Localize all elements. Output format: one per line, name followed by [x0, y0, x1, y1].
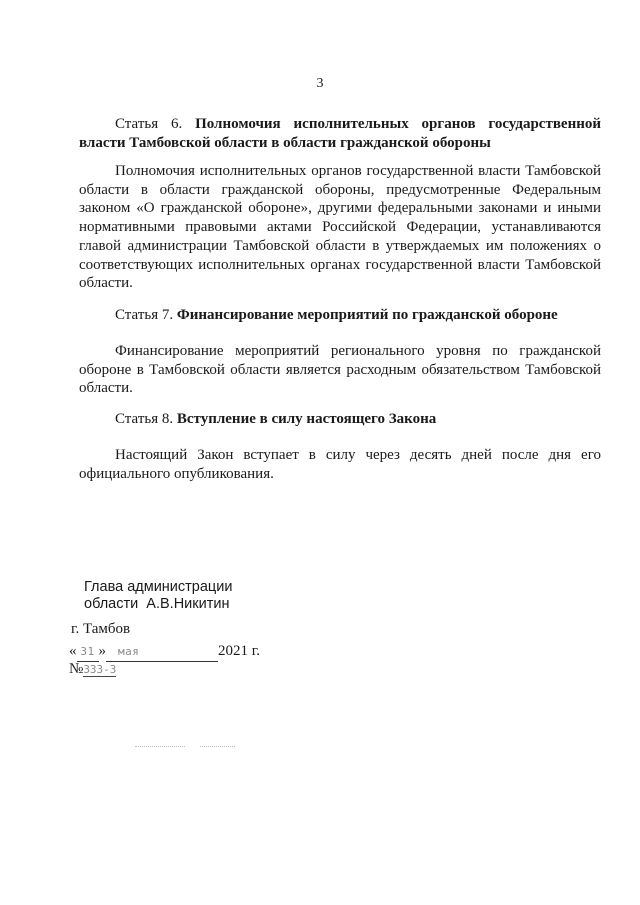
- article-7-number: Статья 7.: [115, 307, 174, 323]
- article-8-body: Настоящий Закон вступает в силу через десять дней после дня его официального опубликования.: [79, 447, 601, 482]
- scan-artifact: [200, 746, 235, 748]
- signatory-line: [84, 596, 232, 613]
- article-8-title: Вступление в силу настоящего Закона: [176, 411, 437, 427]
- article-6-number: Статья 6.: [115, 116, 183, 132]
- article-6-title: Полномочия исполнительных органов государственной власти Тамбовской области в области гражданской обороны: [79, 116, 602, 151]
- document-number-prefix: №: [69, 661, 84, 677]
- article-6-body: Полномочия исполнительных органов государственной власти Тамбовской области в области гражданской обороны, предусмотренные Федеральным законом «О гражданской обороне», другими федеральными законами и иными нормативными правовыми актами Российской Федерации, устанавливаются главой администрации Тамбовской области в утверждаемых им положениях о соответствующих исполнительных органах государственной власти Тамбовской области.: [79, 163, 601, 292]
- date-open-quote: «: [69, 643, 77, 659]
- scan-artifact: [135, 746, 185, 748]
- signatory-name: А.В.Никитин: [146, 596, 230, 612]
- place-of-signing: г. Тамбов: [71, 621, 131, 637]
- signatory-position: Глава администрации: [84, 579, 233, 595]
- page-number: 3: [316, 76, 324, 91]
- date-day: 31: [80, 645, 95, 658]
- article-8-heading: [79, 410, 601, 429]
- article-8-number: Статья 8.: [115, 411, 174, 427]
- date-close-quote: »: [98, 643, 106, 659]
- signature-block: [84, 579, 232, 613]
- signatory-position-region: области: [84, 596, 139, 612]
- article-7-body: Финансирование мероприятий регионального уровня по гражданской обороне в Тамбовской области является расходным обязательством Тамбовской области.: [79, 343, 601, 397]
- signing-date: [69, 642, 260, 662]
- date-year: 2021 г.: [218, 643, 260, 659]
- article-7-title: Финансирование мероприятий по гражданской обороне: [176, 307, 558, 323]
- date-month: мая: [118, 645, 140, 658]
- document-number-value: 333-3: [83, 663, 117, 676]
- document-number: [69, 660, 116, 679]
- article-7-heading: [79, 306, 601, 325]
- article-6-heading: [79, 115, 601, 153]
